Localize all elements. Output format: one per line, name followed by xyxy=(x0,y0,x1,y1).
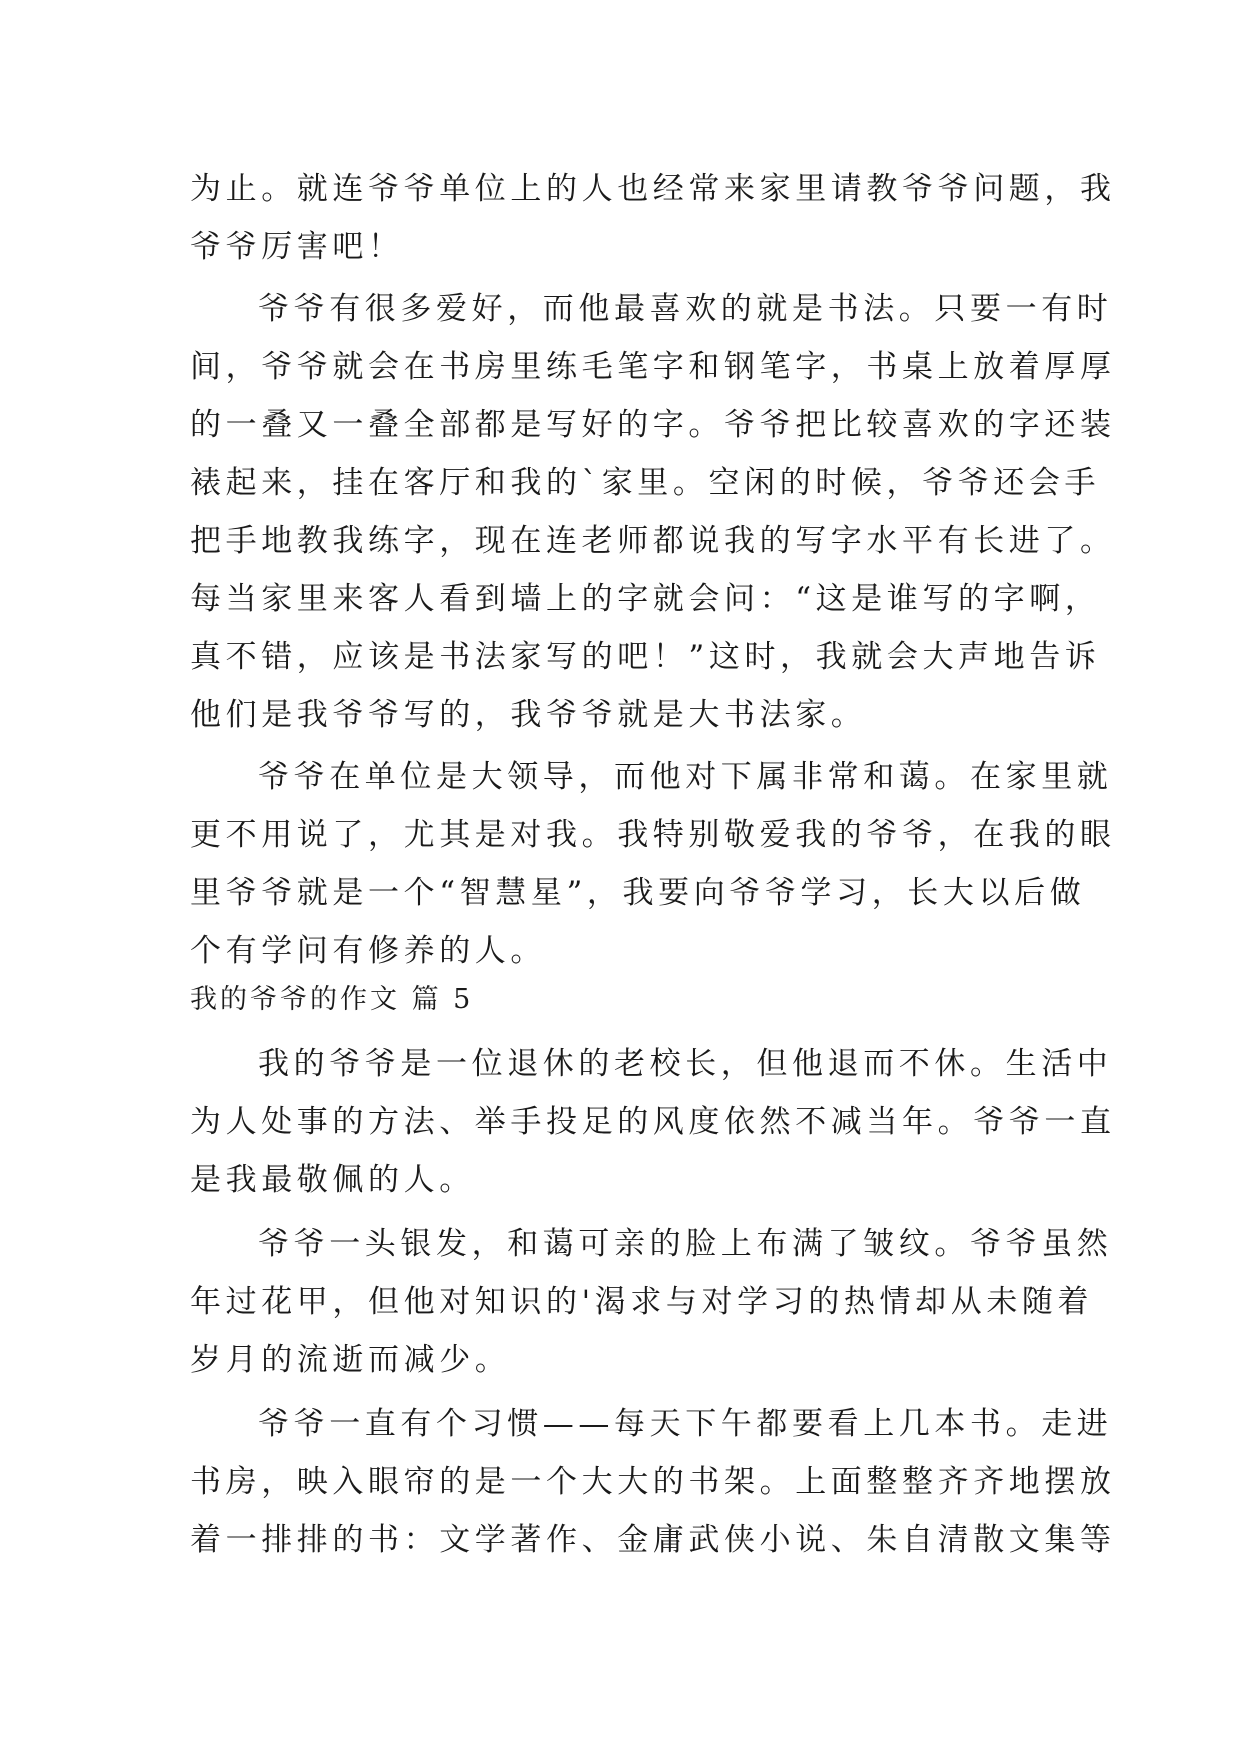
paragraph-line: 为人处事的方法、举手投足的风度依然不减当年。爷爷一直 xyxy=(190,1104,1116,1140)
paragraph-line: 更不用说了，尤其是对我。我特别敬爱我的爷爷，在我的眼 xyxy=(190,817,1116,853)
paragraph-line: 间，爷爷就会在书房里练毛笔字和钢笔字，书桌上放着厚厚 xyxy=(190,349,1116,385)
paragraph-line: 把手地教我练字，现在连老师都说我的写字水平有长进了。 xyxy=(190,523,1116,559)
paragraph-line: 裱起来，挂在客厅和我的`家里。空闲的时候，爷爷还会手 xyxy=(190,465,1101,501)
paragraph-line: 爷爷一直有个习惯——每天下午都要看上几本书。走进 xyxy=(258,1406,1113,1442)
paragraph-line: 爷爷有很多爱好，而他最喜欢的就是书法。只要一有时 xyxy=(258,291,1113,327)
paragraph-line: 年过花甲，但他对知识的'渴求与对学习的热情却从未随着 xyxy=(190,1284,1094,1320)
paragraph-line: 真不错，应该是书法家写的吧！”这时，我就会大声地告诉 xyxy=(190,639,1101,675)
paragraph-line: 他们是我爷爷写的，我爷爷就是大书法家。 xyxy=(190,697,867,733)
paragraph-line: 每当家里来客人看到墙上的字就会问：“这是谁写的字啊， xyxy=(190,581,1101,617)
paragraph-line: 爷爷在单位是大领导，而他对下属非常和蔼。在家里就 xyxy=(258,759,1113,795)
paragraph-line: 爷爷厉害吧！ xyxy=(190,229,404,265)
paragraph-line: 我的爷爷是一位退休的老校长，但他退而不休。生活中 xyxy=(258,1046,1113,1082)
paragraph-line: 个有学问有修养的人。 xyxy=(190,933,546,969)
section-heading: 我的爷爷的作文 篇 5 xyxy=(190,984,474,1015)
paragraph-line: 岁月的流逝而减少。 xyxy=(190,1342,511,1378)
paragraph-line: 里爷爷就是一个“智慧星”，我要向爷爷学习，长大以后做 xyxy=(190,875,1086,911)
paragraph-line: 书房，映入眼帘的是一个大大的书架。上面整整齐齐地摆放 xyxy=(190,1464,1116,1500)
paragraph-line: 是我最敬佩的人。 xyxy=(190,1162,475,1198)
paragraph-line: 着一排排的书：文学著作、金庸武侠小说、朱自清散文集等 xyxy=(190,1522,1116,1558)
paragraph-line: 的一叠又一叠全部都是写好的字。爷爷把比较喜欢的字还装 xyxy=(190,407,1116,443)
paragraph-line: 为止。就连爷爷单位上的人也经常来家里请教爷爷问题，我 xyxy=(190,171,1116,207)
paragraph-line: 爷爷一头银发，和蔼可亲的脸上布满了皱纹。爷爷虽然 xyxy=(258,1226,1113,1262)
